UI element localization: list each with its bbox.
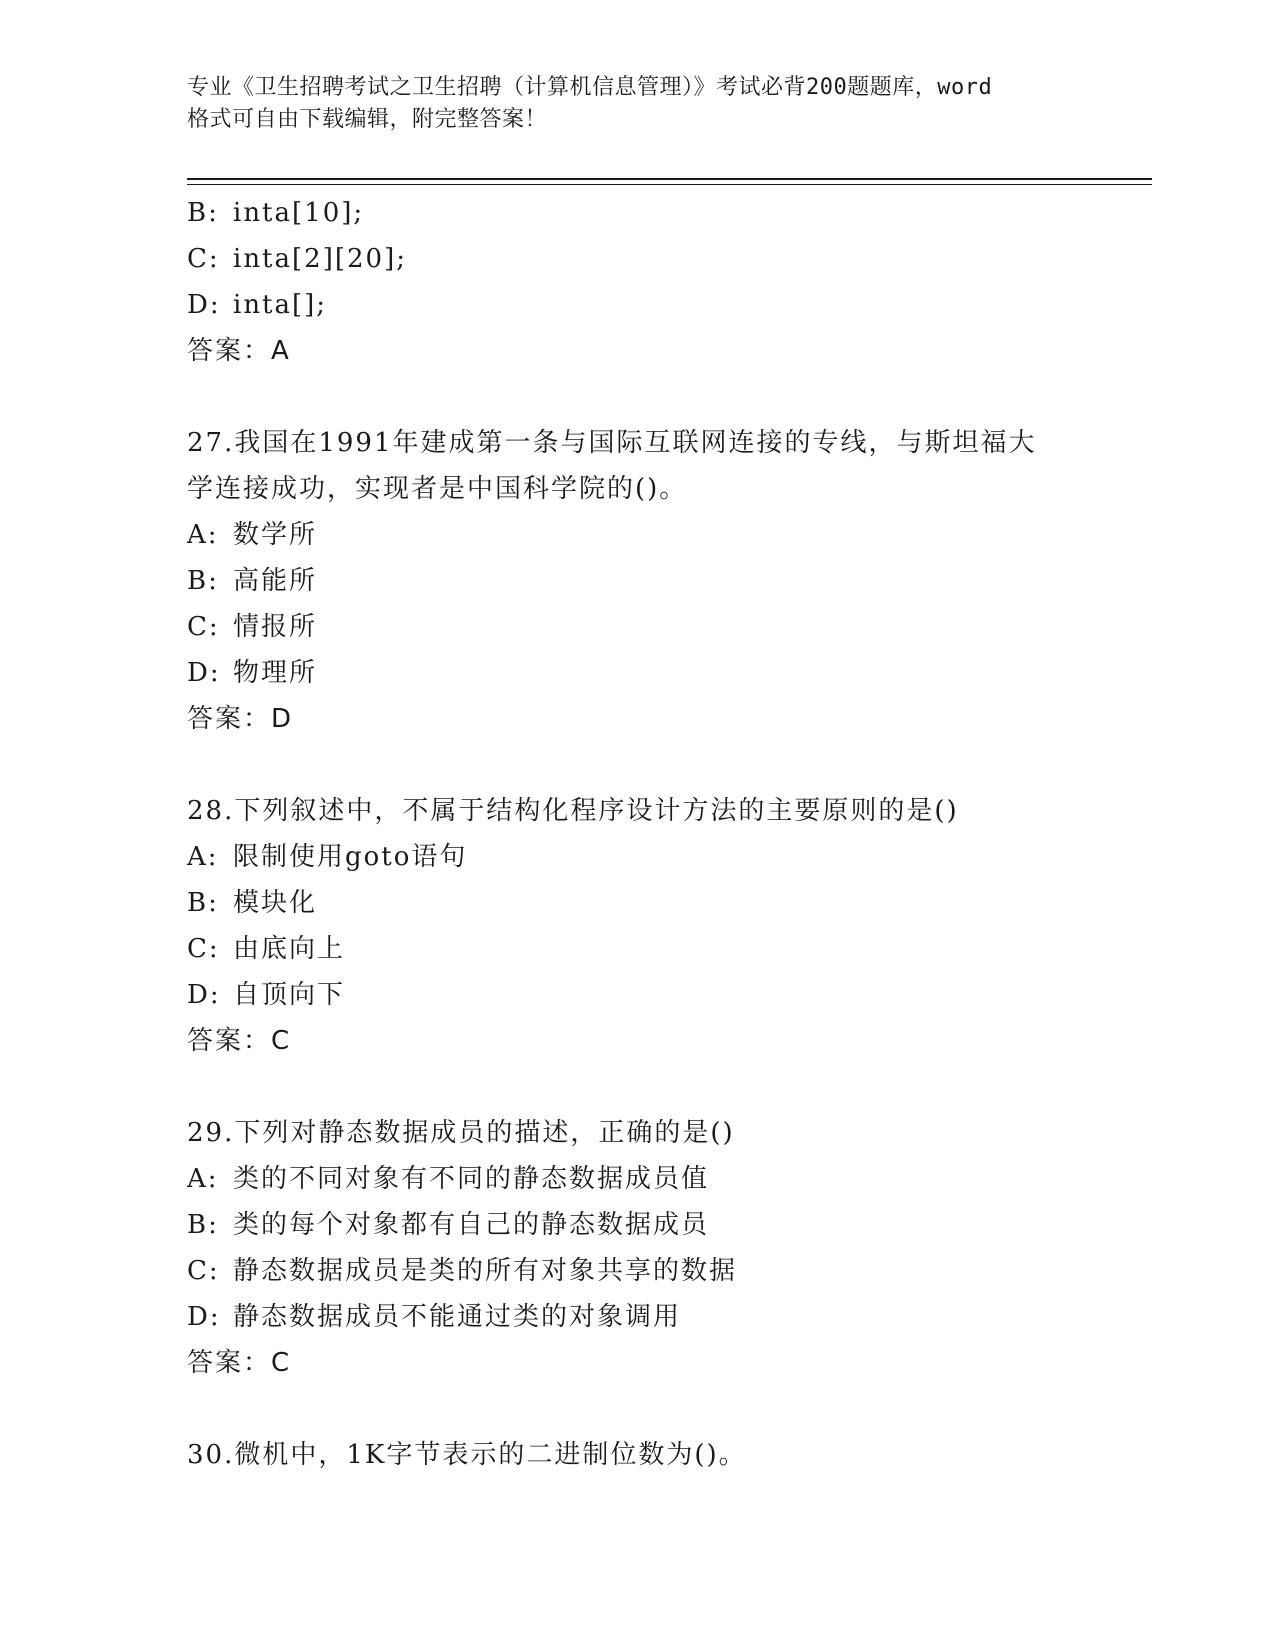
option-letter: C:: [187, 612, 220, 642]
spacer: [187, 1064, 1152, 1110]
option-letter: C:: [187, 244, 220, 274]
option-d: [187, 650, 1152, 696]
option-text: 模块化: [233, 888, 318, 918]
option-c: [187, 926, 1152, 972]
option-c: [187, 1248, 1152, 1294]
option-text: 物理所: [233, 658, 318, 688]
answer-line: 答案：D: [187, 704, 294, 734]
header-divider-thick: [187, 178, 1152, 180]
question-stem: 28.下列叙述中，不属于结构化程序设计方法的主要原则的是(): [187, 796, 959, 826]
option-letter: D:: [187, 658, 221, 688]
option-a: [187, 512, 1152, 558]
option-letter: A:: [187, 1164, 219, 1194]
option-text: 由底向上: [233, 934, 346, 964]
option-text: 情报所: [233, 612, 318, 642]
option-letter: D:: [187, 290, 221, 320]
question-27: [187, 420, 1152, 742]
option-text: 自顶向下: [233, 980, 346, 1010]
question-stem-continued: 学连接成功，实现者是中国科学院的()。: [187, 474, 688, 504]
option-text: 静态数据成员不能通过类的对象调用: [233, 1302, 682, 1332]
option-letter: B:: [187, 566, 219, 596]
option-text: 限制使用goto语句: [233, 842, 468, 872]
option-c: [187, 236, 1152, 282]
option-text: 静态数据成员是类的所有对象共享的数据: [233, 1256, 738, 1286]
question-stem: 29.下列对静态数据成员的描述，正确的是(): [187, 1118, 735, 1148]
option-letter: A:: [187, 520, 219, 550]
spacer: [187, 1386, 1152, 1432]
option-d: [187, 282, 1152, 328]
question-stem: 27.我国在1991年建成第一条与国际互联网连接的专线，与斯坦福大: [187, 428, 1037, 458]
option-text: 高能所: [233, 566, 318, 596]
option-a: [187, 834, 1152, 880]
answer-line: 答案：C: [187, 1026, 292, 1056]
option-d: [187, 972, 1152, 1018]
option-letter: C:: [187, 1256, 220, 1286]
answer-line: 答案：A: [187, 336, 291, 366]
question-list: [187, 190, 1152, 1478]
prev-question-block: [187, 190, 1152, 374]
option-letter: B:: [187, 1210, 219, 1240]
option-letter: B:: [187, 888, 219, 918]
option-letter: B:: [187, 198, 219, 228]
question-30: [187, 1432, 1152, 1478]
option-text: inta[2][20];: [233, 244, 407, 274]
option-text: 类的不同对象有不同的静态数据成员值: [233, 1164, 710, 1194]
question-28: [187, 788, 1152, 1064]
option-b: [187, 880, 1152, 926]
option-d: [187, 1294, 1152, 1340]
document-header: [187, 72, 1097, 136]
header-divider-thin: [187, 184, 1152, 185]
option-text: inta[10];: [233, 198, 365, 228]
option-a: [187, 1156, 1152, 1202]
option-text: 类的每个对象都有自己的静态数据成员: [233, 1210, 710, 1240]
option-c: [187, 604, 1152, 650]
option-letter: C:: [187, 934, 220, 964]
spacer: [187, 742, 1152, 788]
spacer: [187, 374, 1152, 420]
option-text: 数学所: [233, 520, 318, 550]
header-line-1: 专业《卫生招聘考试之卫生招聘（计算机信息管理）》考试必背200题题库，word: [187, 75, 993, 100]
option-text: inta[];: [233, 290, 328, 320]
option-letter: D:: [187, 1302, 221, 1332]
header-line-2: 格式可自由下载编辑，附完整答案！: [187, 107, 548, 132]
question-29: [187, 1110, 1152, 1386]
option-b: [187, 1202, 1152, 1248]
option-b: [187, 558, 1152, 604]
option-letter: D:: [187, 980, 221, 1010]
answer-line: 答案：C: [187, 1348, 292, 1378]
question-stem: 30.微机中，1K字节表示的二进制位数为()。: [187, 1440, 747, 1470]
option-b: [187, 190, 1152, 236]
option-letter: A:: [187, 842, 219, 872]
